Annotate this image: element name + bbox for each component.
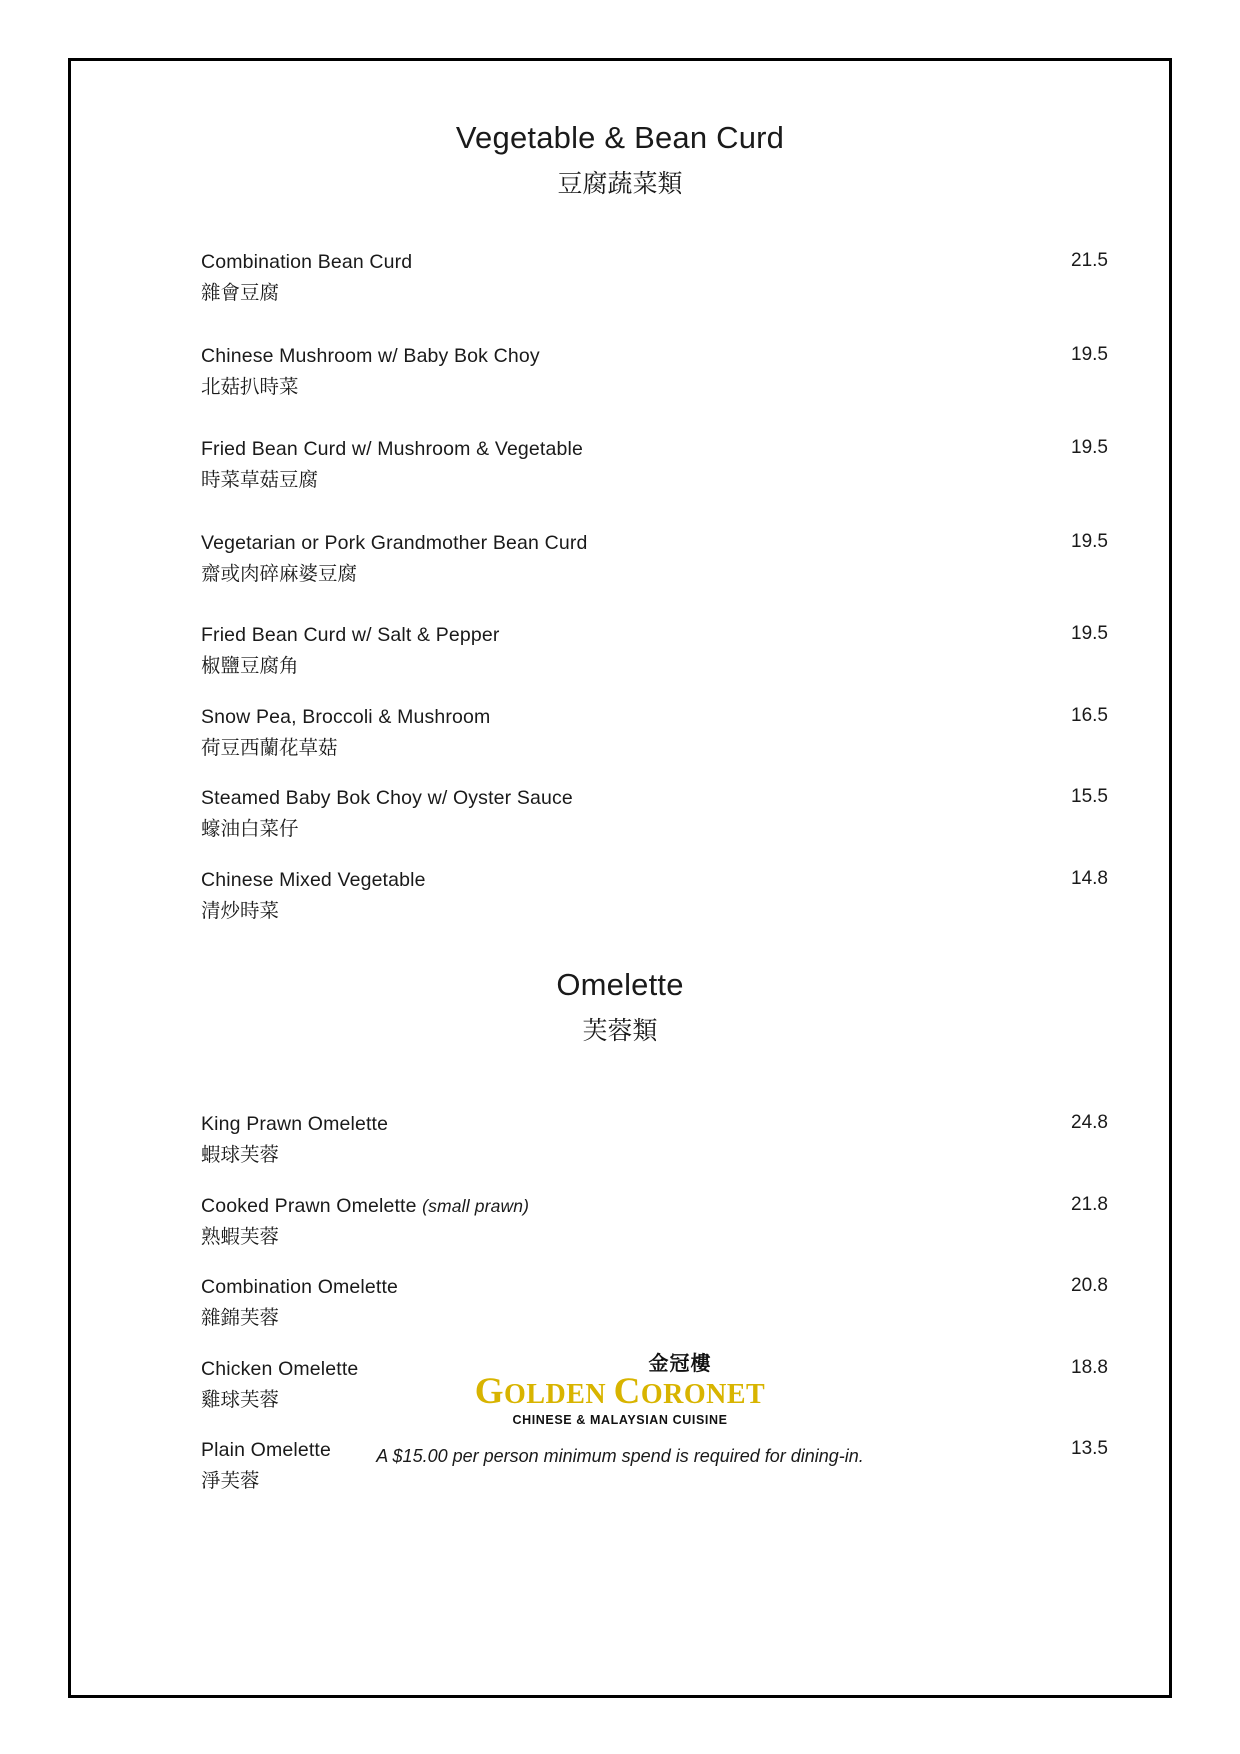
item-price: 19.5 [1071,437,1108,459]
item-name-text: Plain Omelette [201,1439,331,1462]
logo-oronet: ORONET [640,1379,766,1410]
item-price: 24.8 [1071,1112,1108,1134]
item-name-cn: 蠔油白菜仔 [201,817,299,841]
item-name-cn: 雜會豆腐 [201,281,280,305]
item-name: Chinese Mushroom w/ Baby Bok Choy [201,344,540,367]
item-name-text: Cooked Prawn Omelette [201,1194,417,1217]
restaurant-logo [68,1353,1172,1427]
list-item [68,784,1172,844]
item-texts [201,435,1038,495]
logo-chinese-name: 金冠樓 [648,1351,712,1375]
item-texts [201,529,1038,589]
list-item [68,1192,1172,1252]
item-price: 14.8 [1071,867,1108,889]
item-price: 13.5 [1071,1438,1108,1460]
item-price: 21.5 [1071,250,1108,271]
item-price: 19.5 [1071,530,1108,552]
item-texts [201,784,1038,844]
list-item [68,1110,1172,1170]
item-texts [201,1110,1038,1170]
item-qualifier: (small prawn) [422,1195,530,1216]
section-title-cn-omelette: 芙蓉類 [582,1016,658,1046]
item-texts [201,1192,1038,1252]
item-name [201,1192,1038,1220]
item-price: 21.8 [1071,1193,1108,1215]
item-name-text: King Prawn Omelette [201,1113,389,1136]
item-name: Vegetarian or Pork Grandmother Bean Curd [201,531,588,554]
item-name-cn: 時菜草菇豆腐 [201,468,319,492]
menu-list-vegetable-bean-curd [68,248,1172,925]
item-texts [201,866,1038,926]
list-item [68,342,1172,402]
item-name-cn: 雞球芙蓉 [201,1387,280,1411]
item-name-cn: 北菇扒時菜 [201,374,299,398]
item-name-cn: 椒鹽豆腐角 [201,654,299,678]
item-name-cn: 蝦球芙蓉 [201,1143,280,1167]
item-texts [201,621,1038,681]
logo-tagline: CHINESE & MALAYSIAN CUISINE [512,1412,728,1427]
list-item [68,435,1172,495]
item-name [201,1110,1038,1138]
item-name: Chinese Mixed Vegetable [201,868,426,891]
item-name: Snow Pea, Broccoli & Mushroom [201,705,491,728]
menu-page [68,58,1172,1698]
item-name-cn: 齋或肉碎麻婆豆腐 [201,561,358,585]
item-name: Fried Bean Curd w/ Salt & Pepper [201,624,500,647]
list-item [68,621,1172,681]
item-name-cn: 荷豆西蘭花草菇 [201,735,338,759]
footer-minimum-spend-note: A $15.00 per person minimum spend is required for dining-in. [376,1446,864,1466]
section-title-cn-vegetable-bean-curd: 豆腐蔬菜類 [557,169,683,198]
item-texts [201,703,1038,763]
logo-g: G [474,1371,505,1412]
list-item [68,248,1172,308]
menu-list-omelette [68,1110,1172,1496]
item-name-cn: 雜錦芙蓉 [201,1306,280,1330]
list-item [68,866,1172,926]
section-title-vegetable-bean-curd: Vegetable & Bean Curd [455,120,785,155]
item-name-cn: 淨芙蓉 [201,1469,260,1493]
logo-c: C [613,1371,641,1412]
logo-olden: OLDEN [504,1379,614,1410]
item-texts [201,248,1038,308]
item-name-cn: 熟蝦芙蓉 [201,1224,280,1248]
list-item [68,529,1172,589]
list-item [68,1273,1172,1333]
item-price: 18.8 [1071,1356,1108,1378]
item-name-text: Chicken Omelette [201,1357,359,1380]
list-item [68,703,1172,763]
item-name: Steamed Baby Bok Choy w/ Oyster Sauce [201,787,573,810]
item-name: Combination Bean Curd [201,251,413,273]
item-name: Fried Bean Curd w/ Mushroom & Vegetable [201,438,583,461]
item-texts [201,342,1038,402]
item-price: 15.5 [1071,786,1108,808]
item-name-text: Combination Omelette [201,1276,399,1299]
item-texts [201,1273,1038,1333]
logo-wordmark [68,1373,1172,1412]
item-price: 20.8 [1071,1275,1108,1297]
item-name [201,1273,1038,1301]
section-title-omelette: Omelette [556,967,684,1003]
item-name-cn: 清炒時菜 [201,898,280,922]
item-price: 19.5 [1071,623,1108,645]
item-price: 16.5 [1071,704,1108,726]
item-price: 19.5 [1071,343,1108,365]
